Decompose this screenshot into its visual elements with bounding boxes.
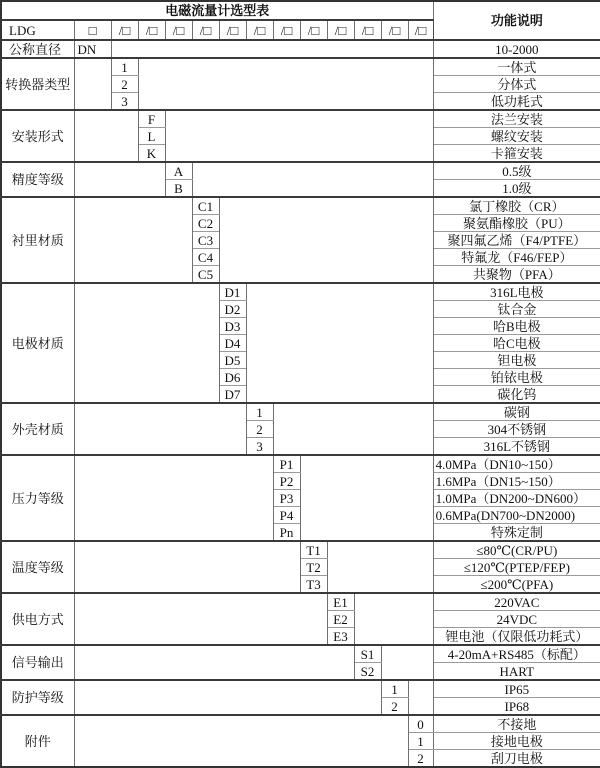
option-desc: 分体式 xyxy=(433,76,600,93)
option-desc: 哈B电极 xyxy=(433,318,600,335)
option-code: P1 xyxy=(273,455,300,473)
table-row xyxy=(1,110,600,128)
option-desc: 特氟龙（F46/FEP） xyxy=(433,249,600,266)
grid-filler xyxy=(74,110,138,162)
page-title: 电磁流量计选型表 xyxy=(1,1,433,20)
option-code: E2 xyxy=(327,611,354,628)
option-desc: 220VAC xyxy=(433,593,600,611)
option-code: 2 xyxy=(408,750,433,768)
option-desc: 钽电极 xyxy=(433,352,600,369)
table-row xyxy=(1,680,600,698)
spec-label-signal-output: 信号输出 xyxy=(1,645,74,680)
grid-filler xyxy=(327,541,433,593)
grid-filler xyxy=(74,541,300,593)
spec-label-accuracy-class: 精度等级 xyxy=(1,162,74,197)
option-desc: IP68 xyxy=(433,698,600,716)
table-row xyxy=(1,1,600,20)
option-desc: 哈C电极 xyxy=(433,335,600,352)
table-row xyxy=(1,715,600,733)
grid-filler xyxy=(74,162,165,197)
option-desc: 10-2000 xyxy=(433,40,600,58)
option-code: L xyxy=(138,128,165,145)
table-row xyxy=(1,403,600,421)
spec-label-pressure-rating: 压力等级 xyxy=(1,455,74,541)
option-desc: 4-20mA+RS485（标配） xyxy=(433,645,600,663)
option-desc: 不接地 xyxy=(433,715,600,733)
option-code: 3 xyxy=(111,93,138,111)
option-desc: 螺纹安装 xyxy=(433,128,600,145)
option-code: E1 xyxy=(327,593,354,611)
option-desc: 卡箍安装 xyxy=(433,145,600,163)
option-code: D7 xyxy=(219,386,246,404)
grid-filler xyxy=(74,645,354,680)
option-desc: 一体式 xyxy=(433,58,600,76)
option-code: T1 xyxy=(300,541,327,559)
slot-box: /□ xyxy=(408,20,433,40)
option-code: 1 xyxy=(246,403,273,421)
option-code: F xyxy=(138,110,165,128)
slot-box: /□ xyxy=(354,20,381,40)
option-code: C4 xyxy=(192,249,219,266)
option-code: D5 xyxy=(219,352,246,369)
option-code: DN xyxy=(74,40,111,58)
option-code: P3 xyxy=(273,490,300,507)
option-desc: 特殊定制 xyxy=(433,524,600,542)
table-row xyxy=(1,593,600,611)
spec-label-power-supply: 供电方式 xyxy=(1,593,74,645)
option-code: D6 xyxy=(219,369,246,386)
option-code: 3 xyxy=(246,438,273,456)
base-slot-box: □ xyxy=(74,20,111,40)
option-code: D3 xyxy=(219,318,246,335)
slot-box: /□ xyxy=(192,20,219,40)
spec-label-installation-type: 安装形式 xyxy=(1,110,74,162)
option-code: D2 xyxy=(219,301,246,318)
option-code: S2 xyxy=(354,663,381,681)
option-code: P2 xyxy=(273,473,300,490)
option-desc: 锂电池（仅限低功耗式） xyxy=(433,628,600,646)
option-desc: 304不锈钢 xyxy=(433,421,600,438)
option-desc: 0.5级 xyxy=(433,162,600,180)
option-desc: 接地电极 xyxy=(433,733,600,750)
spec-label-nominal-diameter: 公称直径 xyxy=(1,40,74,58)
grid-filler xyxy=(300,455,433,541)
table-row xyxy=(1,283,600,301)
grid-filler xyxy=(273,403,433,455)
option-desc: 低功耗式 xyxy=(433,93,600,111)
slot-box: /□ xyxy=(138,20,165,40)
option-desc: 共聚物（PFA） xyxy=(433,266,600,284)
option-code: P4 xyxy=(273,507,300,524)
grid-filler xyxy=(74,58,111,110)
option-desc: 氯丁橡胶（CR） xyxy=(433,197,600,215)
slot-box: /□ xyxy=(219,20,246,40)
option-code: 1 xyxy=(408,733,433,750)
option-desc: 1.0MPa（DN200~DN600） xyxy=(433,490,600,507)
grid-filler xyxy=(192,162,433,197)
option-desc: 铂铱电极 xyxy=(433,369,600,386)
option-desc: 4.0MPa（DN10~150） xyxy=(433,455,600,473)
option-desc: 1.0级 xyxy=(433,180,600,198)
slot-box: /□ xyxy=(327,20,354,40)
grid-filler xyxy=(165,110,433,162)
table-row xyxy=(1,645,600,663)
spec-label-converter-type: 转换器类型 xyxy=(1,58,74,110)
option-desc: HART xyxy=(433,663,600,681)
grid-filler xyxy=(74,680,381,715)
option-code: Pn xyxy=(273,524,300,542)
option-code: T2 xyxy=(300,559,327,576)
option-code: 2 xyxy=(111,76,138,93)
grid-filler xyxy=(74,593,327,645)
table-row xyxy=(1,455,600,473)
option-code: C1 xyxy=(192,197,219,215)
spec-label-lining-material: 衬里材质 xyxy=(1,197,74,283)
grid-filler xyxy=(74,283,219,403)
table-row xyxy=(1,40,600,58)
option-desc: 碳钢 xyxy=(433,403,600,421)
spec-label-protection-rating: 防护等级 xyxy=(1,680,74,715)
slot-box: /□ xyxy=(381,20,408,40)
grid-filler xyxy=(138,58,433,110)
option-code: T3 xyxy=(300,576,327,594)
option-desc: 钛合金 xyxy=(433,301,600,318)
slot-box: /□ xyxy=(300,20,327,40)
table-row xyxy=(1,162,600,180)
grid-filler xyxy=(74,197,192,283)
option-desc: ≤200℃(PFA) xyxy=(433,576,600,594)
option-code: A xyxy=(165,162,192,180)
table-row xyxy=(1,541,600,559)
option-desc: 0.6MPa(DN700~DN2000) xyxy=(433,507,600,524)
grid-filler xyxy=(219,197,433,283)
grid-filler xyxy=(74,715,408,767)
grid-filler xyxy=(246,283,433,403)
option-desc: ≤120℃(PTEP/FEP) xyxy=(433,559,600,576)
grid-filler xyxy=(74,455,273,541)
option-code: B xyxy=(165,180,192,198)
grid-filler xyxy=(111,40,433,58)
option-desc: 碳化钨 xyxy=(433,386,600,404)
option-desc: 316L不锈钢 xyxy=(433,438,600,456)
option-desc: 316L电极 xyxy=(433,283,600,301)
option-code: C3 xyxy=(192,232,219,249)
option-code: K xyxy=(138,145,165,163)
slot-box: /□ xyxy=(246,20,273,40)
option-code: 2 xyxy=(246,421,273,438)
option-desc: ≤80℃(CR/PU) xyxy=(433,541,600,559)
option-code: 1 xyxy=(381,680,408,698)
grid-filler xyxy=(74,403,246,455)
option-code: D1 xyxy=(219,283,246,301)
series-code: LDG xyxy=(1,20,74,40)
slot-box: /□ xyxy=(165,20,192,40)
function-column-header: 功能说明 xyxy=(433,1,600,40)
table-row xyxy=(1,58,600,76)
spec-label-electrode-material: 电极材质 xyxy=(1,283,74,403)
slot-box: /□ xyxy=(111,20,138,40)
grid-filler xyxy=(354,593,433,645)
slot-box: /□ xyxy=(273,20,300,40)
option-code: S1 xyxy=(354,645,381,663)
option-desc: IP65 xyxy=(433,680,600,698)
spec-label-housing-material: 外壳材质 xyxy=(1,403,74,455)
spec-label-accessories: 附件 xyxy=(1,715,74,767)
option-code: D4 xyxy=(219,335,246,352)
grid-filler xyxy=(381,645,433,680)
option-code: C2 xyxy=(192,215,219,232)
option-code: 1 xyxy=(111,58,138,76)
option-desc: 法兰安装 xyxy=(433,110,600,128)
option-code: C5 xyxy=(192,266,219,284)
option-code: 0 xyxy=(408,715,433,733)
option-code: 2 xyxy=(381,698,408,716)
option-desc: 1.6MPa（DN15~150） xyxy=(433,473,600,490)
option-code: E3 xyxy=(327,628,354,646)
grid-filler xyxy=(408,680,433,715)
option-desc: 刮刀电极 xyxy=(433,750,600,768)
table-row xyxy=(1,197,600,215)
option-desc: 聚四氟乙烯（F4/PTFE） xyxy=(433,232,600,249)
option-desc: 聚氨酯橡胶（PU） xyxy=(433,215,600,232)
spec-label-temperature-rating: 温度等级 xyxy=(1,541,74,593)
option-desc: 24VDC xyxy=(433,611,600,628)
